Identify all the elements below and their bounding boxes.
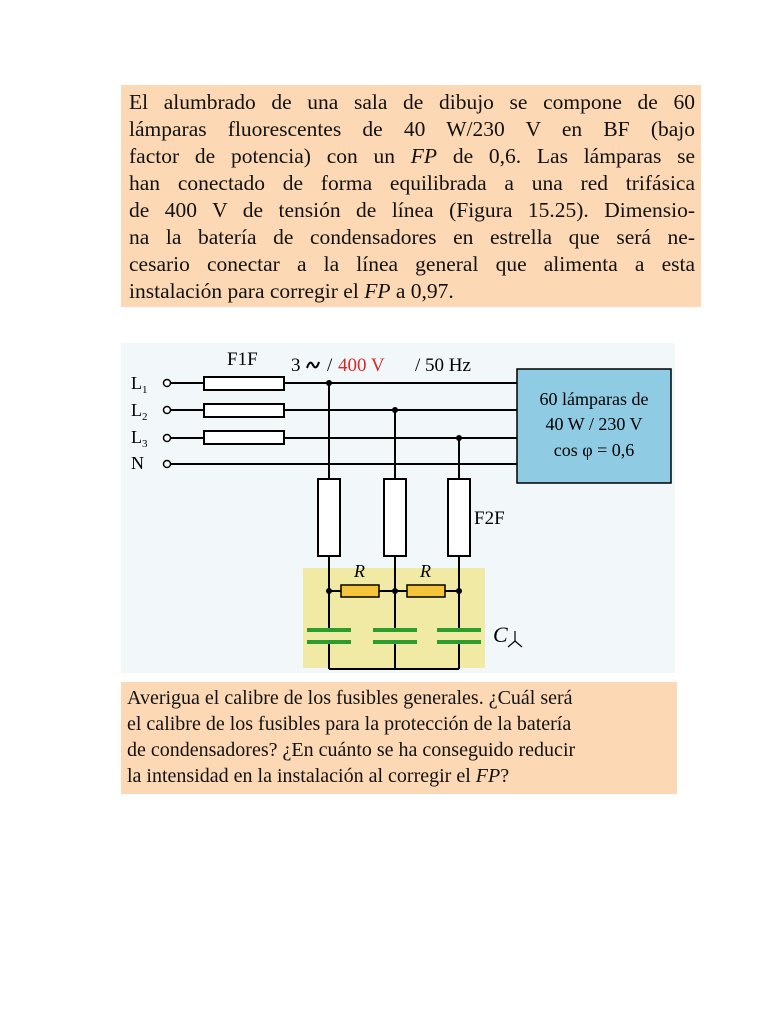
problem-line: de 400 V de tensión de línea (Figura 15.25). Dimensio-	[129, 198, 695, 222]
main-fuse-l2	[204, 404, 284, 417]
fp-symbol: FP	[475, 765, 501, 787]
branch-fuse-3	[448, 479, 470, 556]
problem-line: na la batería de condensadores en estrella que será ne-	[129, 225, 695, 249]
line-label-n: N	[131, 453, 144, 473]
main-fuse-l1	[204, 377, 284, 390]
capacitor-label: C	[493, 622, 508, 647]
problem-line: instalación para corregir el FP a 0,97.	[129, 279, 454, 303]
junction-dot	[392, 588, 398, 594]
line-label-l2: $L_2$	[131, 400, 148, 423]
resistor-2	[407, 585, 445, 597]
question-line: Averigua el calibre de los fusibles generales. ¿Cuál será	[127, 687, 573, 709]
question-statement	[121, 682, 677, 794]
load-description-2: 40 W / 230 V	[545, 414, 643, 434]
load-description-3: cos φ = 0,6	[553, 440, 635, 460]
question-line: el calibre de los fusibles para la protección de la batería	[127, 713, 572, 735]
problem-line: han conectado de forma equilibrada a una red trifásica	[129, 171, 695, 195]
branch-fuse-1	[318, 479, 340, 556]
ac-symbol-icon	[307, 362, 319, 368]
problem-line: cesario conectar a la línea general que alimenta a esta	[129, 252, 695, 276]
circuit-diagram	[121, 343, 675, 673]
junction-dot	[456, 588, 462, 594]
problem-statement	[121, 85, 701, 307]
question-line: la intensidad en la instalación al corregir el FP?	[127, 765, 510, 787]
main-fuse-l3	[204, 431, 284, 444]
problem-line: lámparas fluorescentes de 40 W/230 V en BF (bajo	[129, 117, 695, 141]
junction-dot	[326, 588, 332, 594]
terminal	[164, 461, 171, 468]
resistor-1	[341, 585, 379, 597]
junction-dot	[392, 407, 398, 413]
star-connection-icon	[508, 631, 522, 647]
main-fuse-label: F1F	[227, 349, 258, 370]
line-label-l1: $L_1$	[131, 373, 148, 396]
supply-voltage: 400 V	[338, 355, 385, 376]
fp-symbol: FP	[364, 279, 391, 303]
supply-slash: /	[327, 355, 333, 376]
junction-dot	[456, 435, 462, 441]
fp-symbol: FP	[410, 144, 438, 168]
branch-fuse-2	[384, 479, 406, 556]
supply-label: 3	[291, 355, 301, 376]
line-label-l3: $L_3$	[131, 427, 148, 450]
question-line: de condensadores? ¿En cuánto se ha conseguido reducir	[127, 739, 576, 761]
circuit-svg	[121, 343, 675, 673]
junction-dot	[326, 380, 332, 386]
problem-line: factor de potencia) con un FP de 0,6. Las lámparas se	[129, 144, 695, 168]
terminal	[164, 407, 171, 414]
branch-fuse-label: F2F	[474, 508, 505, 529]
terminal	[164, 380, 171, 387]
terminal	[164, 435, 171, 442]
resistor-label-1: R	[354, 561, 365, 581]
resistor-label-2: R	[420, 561, 431, 581]
problem-line: El alumbrado de una sala de dibujo se compone de 60	[129, 90, 695, 114]
load-description-1: 60 lámparas de	[539, 389, 649, 409]
supply-frequency: / 50 Hz	[415, 355, 471, 376]
